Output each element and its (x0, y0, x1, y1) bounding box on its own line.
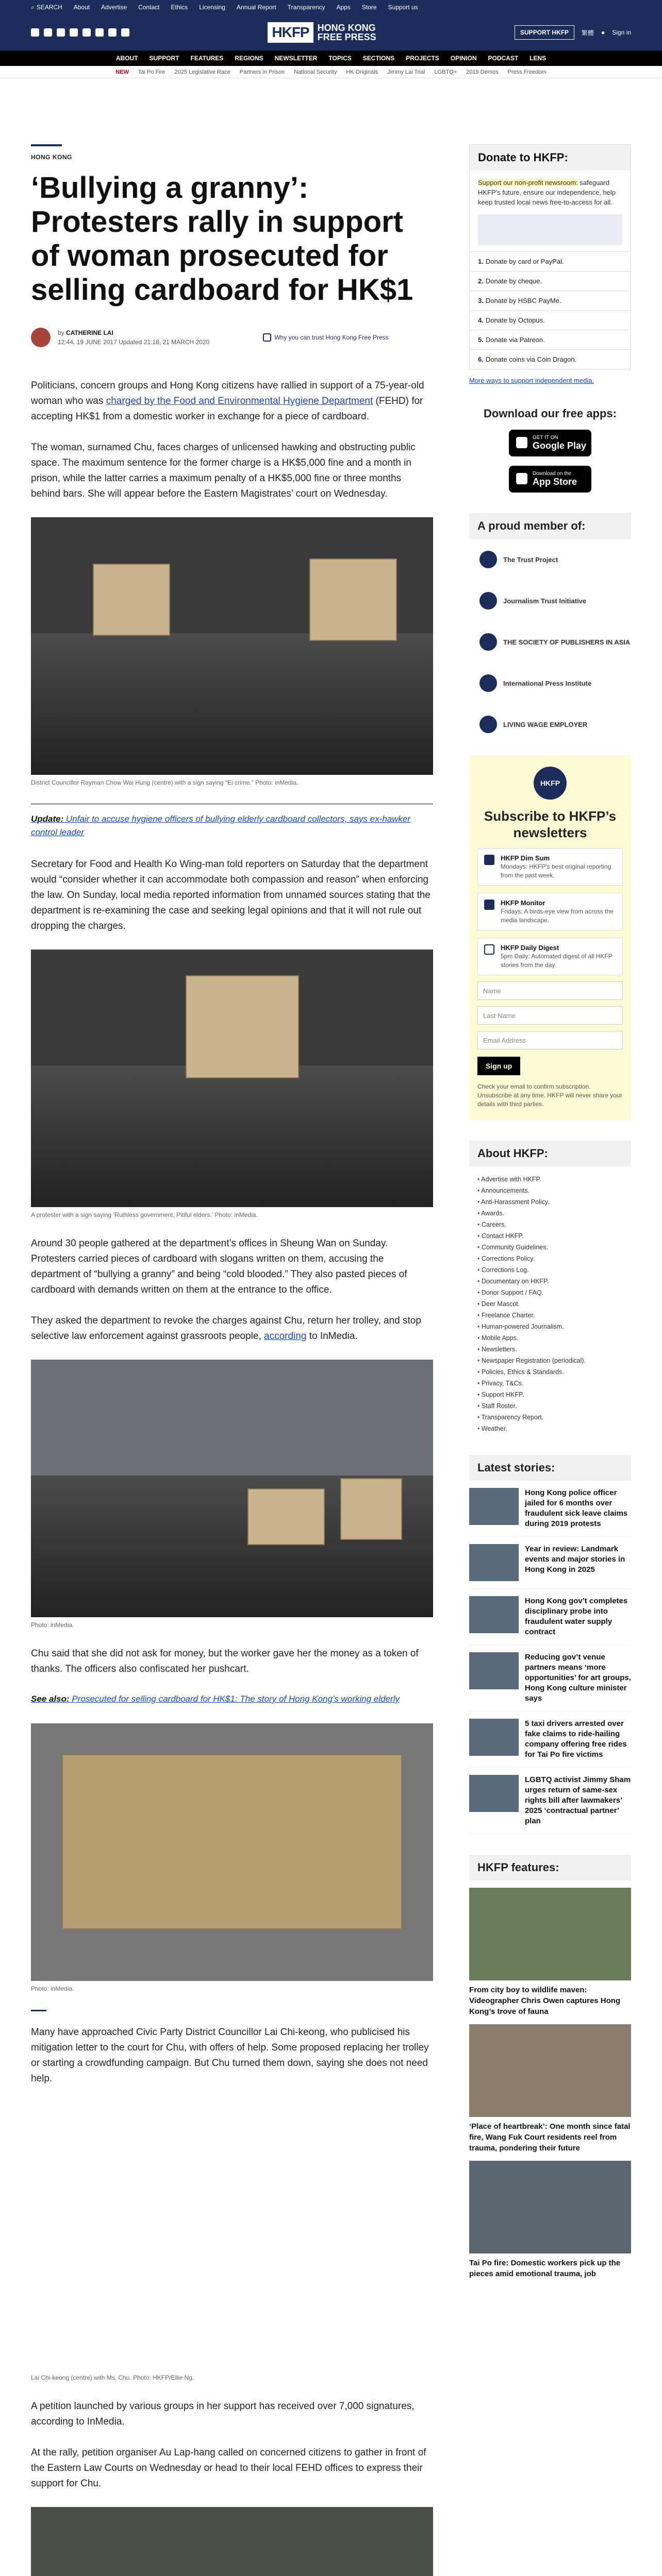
trending-bar (0, 66, 662, 78)
story-thumbnail[interactable] (469, 1652, 519, 1689)
member-logo[interactable]: The Trust Project (469, 539, 631, 580)
author-name[interactable]: CATHERINE LAI (66, 329, 113, 336)
article-photo (31, 950, 433, 1207)
author-avatar (31, 328, 51, 347)
about-link[interactable]: • Freelance Charter. (477, 1310, 631, 1321)
latest-story[interactable]: Hong Kong gov’t completes disciplinary probe into fraudulent water supply contract (469, 1589, 631, 1645)
latest-story[interactable]: Hong Kong police officer jailed for 6 months over fraudulent sick leave claims during 2019 protests (469, 1481, 631, 1537)
story-thumbnail[interactable] (469, 1596, 519, 1633)
latest-story[interactable]: 5 taxi drivers arrested over fake claims to ride-hailing company offering free rides for Tai Po fire victims (469, 1711, 631, 1768)
byline (31, 328, 433, 347)
about-link[interactable]: • Deer Mascot. (477, 1298, 631, 1310)
donate-option[interactable]: 5. Donate via Patreon. (470, 330, 631, 349)
trending-item[interactable]: HK Originals (346, 69, 378, 75)
photo-caption: Photo: inMedia. (31, 1985, 74, 1992)
topbar-link-store[interactable]: Store (361, 4, 377, 11)
donate-option[interactable]: 4. Donate by Octopus. (470, 310, 631, 330)
youtube-icon[interactable] (82, 28, 91, 37)
topbar-link-ethics[interactable]: Ethics (171, 4, 188, 11)
story-thumbnail[interactable] (469, 1719, 519, 1756)
search-icon: ⌕ (31, 3, 35, 11)
newsletter-signup (469, 755, 631, 1120)
feature-image[interactable] (469, 2024, 631, 2117)
article-body (31, 378, 433, 2576)
nav-lens[interactable]: LENS (529, 55, 547, 62)
topbar-link-licensing[interactable]: Licensing (199, 4, 225, 11)
trending-item[interactable]: 2025 Legislative Race (174, 69, 230, 75)
feature-image[interactable] (469, 2161, 631, 2253)
trending-item[interactable]: Press Freedom (507, 69, 547, 75)
article-photo (31, 2102, 433, 2370)
member-logo[interactable]: THE SOCIETY OF PUBLISHERS IN ASIA (469, 621, 631, 663)
nav-podcast[interactable]: PODCAST (488, 55, 519, 62)
update-link[interactable]: Update: Unfair to accuse hygiene officers of bullying elderly cardboard collectors, says ex-hawker control leader (31, 804, 433, 839)
topbar-link-contact[interactable]: Contact (138, 4, 160, 11)
paragraph: Chu said that she did not ask for money, but the worker gave her the money as a token of thanks. The officers also confiscated her pushcart. (31, 1648, 419, 1674)
donate-highlight[interactable]: Support our non-profit newsroom: (478, 179, 578, 187)
topbar-link-advertise[interactable]: Advertise (101, 4, 127, 11)
article-dates: 12:44, 19 JUNE 2017 Updated 21:18, 21 MARCH 2020 (58, 338, 210, 346)
play-store-icon (516, 437, 527, 448)
nav-support[interactable]: SUPPORT (149, 55, 179, 62)
features-heading: HKFP features: (469, 1855, 631, 1880)
feature-story[interactable]: From city boy to wildlife maven: Videographer Chris Owen captures Hong Kong’s trove of fauna (469, 1888, 631, 2017)
donate-option[interactable]: 2. Donate by cheque. (470, 271, 631, 291)
newsletter-option[interactable]: HKFP Monitor Fridays: A birds-eye view from across the media landscape. (477, 893, 623, 930)
latest-story[interactable]: Year in review: Landmark events and major stories in Hong Kong in 2025 (469, 1537, 631, 1589)
photo-caption: A protester with a sign saying ‘Ruthless government, Pitiful elders.’ Photo: inMedia. (31, 1211, 258, 1218)
article-column (31, 78, 433, 2576)
support-hkfp-button[interactable]: SUPPORT HKFP (515, 25, 574, 40)
donate-option[interactable]: 1. Donate by card or PayPal. (470, 251, 631, 271)
about-link[interactable]: • Contact HKFP. (477, 1230, 631, 1242)
about-link[interactable]: • Privacy, T&Cs. (477, 1378, 631, 1389)
email-icon[interactable] (108, 28, 117, 37)
member-logo[interactable]: International Press Institute (469, 663, 631, 704)
donate-heading: Donate to HKFP: (470, 145, 631, 171)
photo-caption: Lai Chi-keong (centre) with Ms. Chu. Photo: HKFP/Ellie Ng. (31, 2374, 194, 2381)
nav-about[interactable]: ABOUT (115, 55, 138, 62)
latest-story[interactable]: LGBTQ activist Jimmy Sham urges return of same-sex rights bill after lawmakers’ 2025 ‘contractual partner’ plan (469, 1768, 631, 1834)
logo-mark: HKFP (268, 22, 313, 43)
donate-box (469, 144, 631, 369)
threads-icon[interactable] (70, 28, 78, 37)
shield-icon (263, 333, 271, 342)
member-logo[interactable]: Journalism Trust Initiative (469, 580, 631, 621)
apple-icon (516, 473, 527, 484)
paragraph: Around 30 people gathered at the department’s offices in Sheung Wan on Sunday. Protesters carried pieces of cardboard with slogans written on them, accusing the department of “bullying a granny” and being “cold blooded.” They also pasted pieces of cardboard with demands written on them at the entrance to the office. (31, 1238, 407, 1295)
checkbox[interactable] (484, 944, 494, 955)
search-button[interactable]: ⌕ SEARCH (31, 3, 62, 11)
email-field[interactable]: Email Address (477, 1031, 623, 1049)
latest-story[interactable]: Reducing gov’t venue partners means ‘more opportunities’ for art groups, Hong Kong culture minister says (469, 1645, 631, 1711)
paragraph: Politicians, concern groups and Hong Kong citizens have rallied in support of a 75-year-old woman who was charged by the Food and Environmental Hygiene Department (FEHD) for accepting HK$1 from a domestic worker in exchange for a piece of cardboard. (31, 380, 424, 422)
about-link[interactable]: • Human-powered Journalism. (477, 1321, 631, 1332)
feature-story[interactable]: ‘Place of heartbreak’: One month since fatal fire, Wang Fuk Court residents reel from trauma, pondering their future (469, 2024, 631, 2154)
about-link[interactable]: • Staff Roster. (477, 1400, 631, 1412)
trending-item[interactable]: Jimmy Lai Trial (387, 69, 425, 75)
article-photo (31, 1360, 433, 1617)
trending-item[interactable]: LGBTQ+ (434, 69, 457, 75)
nav-features[interactable]: FEATURES (190, 55, 224, 62)
newsletter-option[interactable]: HKFP Daily Digest 5pm Daily: Automated digest of all HKFP stories from the day. (477, 938, 623, 975)
membership-heading: A proud member of: (469, 513, 631, 539)
membership-box (469, 513, 631, 745)
member-logo[interactable]: LIVING WAGE EMPLOYER (469, 704, 631, 745)
about-link[interactable]: • Support HKFP. (477, 1389, 631, 1400)
about-link[interactable]: • Careers. (477, 1219, 631, 1230)
apps-heading: Download our free apps: (484, 407, 617, 420)
donate-option[interactable]: 3. Donate by HSBC PayMe. (470, 291, 631, 310)
facebook-icon[interactable] (31, 28, 39, 37)
instagram-icon[interactable] (57, 28, 65, 37)
about-link[interactable]: • Policies, Ethics & Standards. (477, 1366, 631, 1378)
paragraph: They asked the department to revoke the charges against Chu, return her trolley, and stop selective law enforcement against grassroots people, according to InMedia. (31, 1315, 421, 1342)
about-link[interactable]: • Corrections Policy. (477, 1253, 631, 1264)
about-link[interactable]: • Advertise with HKFP. (477, 1174, 631, 1185)
article-photo (31, 2507, 433, 2576)
top-utility-bar (0, 0, 662, 14)
article-category[interactable]: HONG KONG (31, 154, 72, 161)
sidebar (469, 78, 631, 2279)
see-also-label: See also: (31, 1694, 72, 1704)
donate-text: Support our non-profit newsroom: safeguard HKFP's future, ensure our independence, help keep trusted local news free-to-access for all. (478, 179, 616, 206)
social-links (31, 28, 129, 37)
article-photo (31, 517, 433, 775)
about-link[interactable]: • Corrections Log. (477, 1264, 631, 1276)
x-icon[interactable] (44, 28, 52, 37)
main-navigation (0, 50, 662, 66)
about-link[interactable]: • Documentary on HKFP. (477, 1276, 631, 1287)
donate-option[interactable]: 6. Donate coins via Coin Dragon. (470, 349, 631, 369)
story-thumbnail[interactable] (469, 1544, 519, 1581)
article-title: ‘Bullying a granny’: Protesters rally in support of woman prosecuted for selling cardboard for HK$1 (31, 171, 413, 307)
about-link[interactable]: • Transparency Report. (477, 1412, 631, 1423)
nav-opinion[interactable]: OPINION (450, 55, 477, 62)
feature-image[interactable] (469, 1888, 631, 1980)
see-also-link[interactable]: See also: Prosecuted for selling cardboard for HK$1: The story of Hong Kong’s working elderly (31, 1694, 400, 1704)
google-play-button[interactable]: GET IT ON Google Play (509, 430, 591, 456)
paragraph: A petition launched by various groups in her support has received over 7,000 signatures, according to InMedia. (31, 2401, 415, 2427)
by-label: by (58, 329, 64, 336)
newsletter-logo: HKFP (534, 767, 567, 800)
topbar-link-about[interactable]: About (73, 4, 90, 11)
trust-link[interactable] (263, 333, 388, 342)
topbar-link-annual-report[interactable]: Annual Report (236, 4, 276, 11)
about-link[interactable]: • Donor Support / FAQ. (477, 1287, 631, 1298)
latest-heading: Latest stories: (469, 1455, 631, 1481)
podcast-icon[interactable] (121, 28, 129, 37)
topbar-link-transparency[interactable]: Transparency (287, 4, 325, 11)
nav-topics[interactable]: TOPICS (328, 55, 352, 62)
checkbox[interactable] (484, 900, 494, 910)
story-thumbnail[interactable] (469, 1775, 519, 1812)
photo-caption: Photo: inMedia. (31, 1621, 74, 1629)
paragraph: The woman, surnamed Chu, faces charges of unlicensed hawking and obstructing public space. The maximum sentence for the former charge is a HK$5,000 fine and a month in prison, while the latter carries a maximum penalty of a HK$5,000 fine or three months behind bars. She will appear before the Eastern Magistrates’ court on Wednesday. (31, 442, 416, 499)
telegram-icon[interactable] (95, 28, 104, 37)
logo-line-2: FREE PRESS (317, 32, 376, 42)
nav-projects[interactable]: PROJECTS (406, 55, 439, 62)
divider (31, 2010, 46, 2011)
last-name-field[interactable]: Last Name (477, 1006, 623, 1025)
app-store-button[interactable]: Download on the App Store (509, 466, 591, 493)
about-link[interactable]: • Community Guidelines. (477, 1242, 631, 1253)
paragraph: Secretary for Food and Health Ko Wing-man told reporters on Saturday that the department would “consider whether it can accommodate both compassion and reason” when enforcing the law. On Sunday, local media reported information from unnamed sources stating that the department is re-examining the case and seeking legal opinions and that it will not rule out dropping the charges. (31, 859, 431, 931)
about-link[interactable]: • Announcements. (477, 1185, 631, 1196)
trending-item[interactable]: Tai Po Fire (138, 69, 166, 75)
topbar-link-apps[interactable]: Apps (336, 4, 351, 11)
sign-up-button[interactable]: Sign up (477, 1057, 520, 1075)
about-link[interactable]: • Awards. (477, 1208, 631, 1219)
trending-label: NEW (115, 69, 129, 75)
site-logo[interactable] (268, 22, 376, 43)
trust-label: Why you can trust Hong Kong Free Press (274, 334, 389, 341)
about-link[interactable]: • Anti-Harassment Policy. (477, 1196, 631, 1208)
name-field[interactable]: Name (477, 981, 623, 1000)
about-heading: About HKFP: (469, 1141, 631, 1166)
nav-regions[interactable]: REGIONS (235, 55, 263, 62)
masthead (0, 14, 662, 50)
nav-newsletter[interactable]: NEWSLETTER (274, 55, 318, 62)
topbar-link-support[interactable]: Support us (388, 4, 418, 11)
article-photo (31, 1723, 433, 1981)
language-toggle[interactable]: 繁體 (582, 29, 594, 37)
paragraph: Many have approached Civic Party District Councillor Lai Chi-keong, who publicised his mitigation letter to the court for Chu, with offers of help. Some proposed replacing her trolley or starting a crowdfunding campaign. But Chu turned them down, saying she does not need help. (31, 2027, 429, 2084)
about-link[interactable]: • Newspaper Registration (periodical). (477, 1355, 631, 1366)
user-icon[interactable]: ● (601, 29, 605, 36)
story-thumbnail[interactable] (469, 1488, 519, 1525)
sign-in-link[interactable]: Sign in (612, 29, 631, 36)
category-rule (31, 144, 62, 146)
article-link[interactable]: according (264, 1331, 307, 1342)
about-link[interactable]: • Weather. (477, 1423, 631, 1434)
logo-line-1: HONG KONG (317, 23, 376, 33)
article-link[interactable]: charged by the Food and Environmental Hygiene Department (106, 396, 373, 406)
nav-sections[interactable]: SECTIONS (362, 55, 395, 62)
more-ways-link[interactable]: More ways to support independent media. (469, 377, 594, 384)
newsletter-heading: Subscribe to HKFP’s newsletters (484, 808, 617, 840)
about-link[interactable]: • Mobile Apps. (477, 1332, 631, 1344)
newsletter-note: Check your email to confirm subscription. Unsubscribe at any time. HKFP will never share your details with third parties. (477, 1083, 622, 1108)
donate-banner[interactable] (478, 214, 622, 245)
about-link[interactable]: • Newsletters. (477, 1344, 631, 1355)
paragraph: At the rally, petition organiser Au Lap-hang called on concerned citizens to gather in front of the Eastern Law Courts on Wednesday or head to their local FEHD offices to express their support for Chu. (31, 2447, 426, 2489)
feature-story[interactable]: Tai Po fire: Domestic workers pick up the pieces amid emotional trauma, job (469, 2161, 631, 2279)
trending-item[interactable]: National Security (294, 69, 337, 75)
trending-item[interactable]: Partners in Prison (239, 69, 285, 75)
checkbox[interactable] (484, 855, 494, 865)
about-list (469, 1166, 631, 1434)
update-label: Update: (31, 814, 66, 824)
photo-caption: District Councillor Rayman Chow Wai Hung (centre) with a sign saying “Ei crime.” Photo: inMedia. (31, 779, 299, 786)
newsletter-option[interactable]: HKFP Dim Sum Mondays: HKFP's best original reporting from the past week. (477, 848, 623, 886)
trending-item[interactable]: 2019 Demos (466, 69, 499, 75)
